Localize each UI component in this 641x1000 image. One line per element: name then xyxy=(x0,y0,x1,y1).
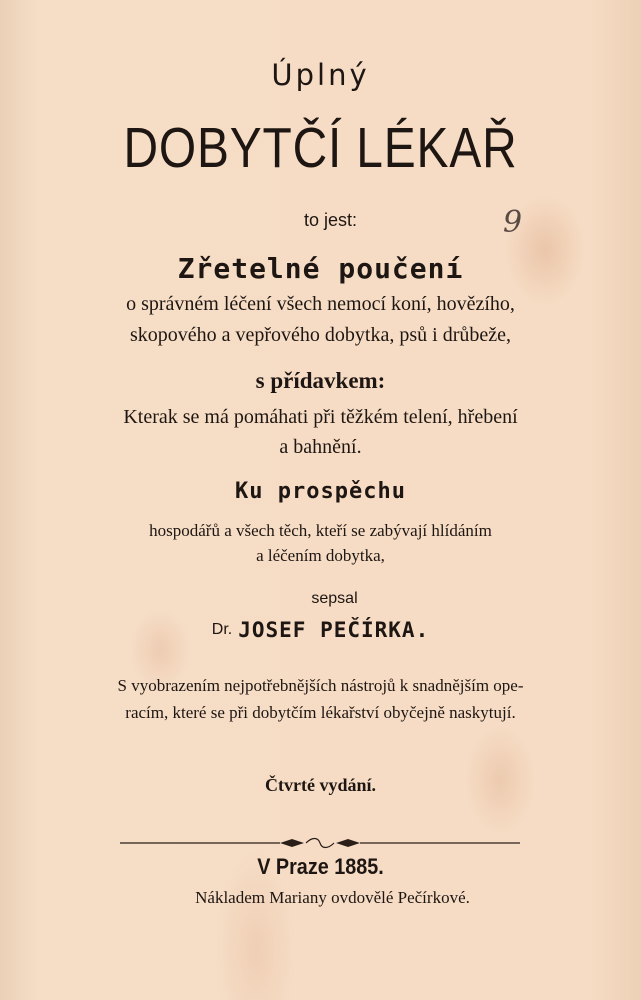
author-name: JOSEF PEČÍRKA. xyxy=(238,618,430,642)
description-line-2: skopového a vepřového dobytka, psů i drůbeže, xyxy=(129,324,511,346)
ornamental-rule xyxy=(120,836,520,850)
illustration-note-line-1: S vyobrazením nejpotřebnějších nástrojů k snadnějším ope- xyxy=(117,676,524,695)
addendum-line-2: a bahnění. xyxy=(279,436,362,458)
edition: Čtvrté vydání. xyxy=(265,775,376,795)
author-line xyxy=(0,618,641,642)
publisher: Nákladem Mariany ovdovělé Pečírkové. xyxy=(195,888,470,907)
benefit-heading: Ku prospěchu xyxy=(235,479,406,504)
handwritten-mark: 9 xyxy=(503,205,523,240)
authored-by: sepsal xyxy=(311,590,358,607)
main-title: DOBYTČÍ LÉKAŘ xyxy=(123,116,518,180)
addendum-line-1: Kterak se má pomáhati při těžkém telení, hřebení xyxy=(123,406,518,428)
benefit-line-2: a léčením dobytka, xyxy=(256,546,385,565)
connector-text: to jest: xyxy=(303,210,358,230)
description-line-1: o správném léčení všech nemocí koní, hovězího, xyxy=(126,293,515,315)
title-prefix: Úplný xyxy=(271,58,370,92)
subtitle: Zřetelné poučení xyxy=(177,252,464,285)
illustration-note-line-2: racím, které se při dobytčím lékařství obyčejně naskytují. xyxy=(125,703,516,722)
benefit-line-1: hospodářů a všech těch, kteří se zabývají hlídáním xyxy=(149,521,492,540)
author-title: Dr. xyxy=(211,621,233,638)
addendum-heading: s přídavkem: xyxy=(255,368,386,393)
place-year: V Praze 1885. xyxy=(257,854,384,879)
